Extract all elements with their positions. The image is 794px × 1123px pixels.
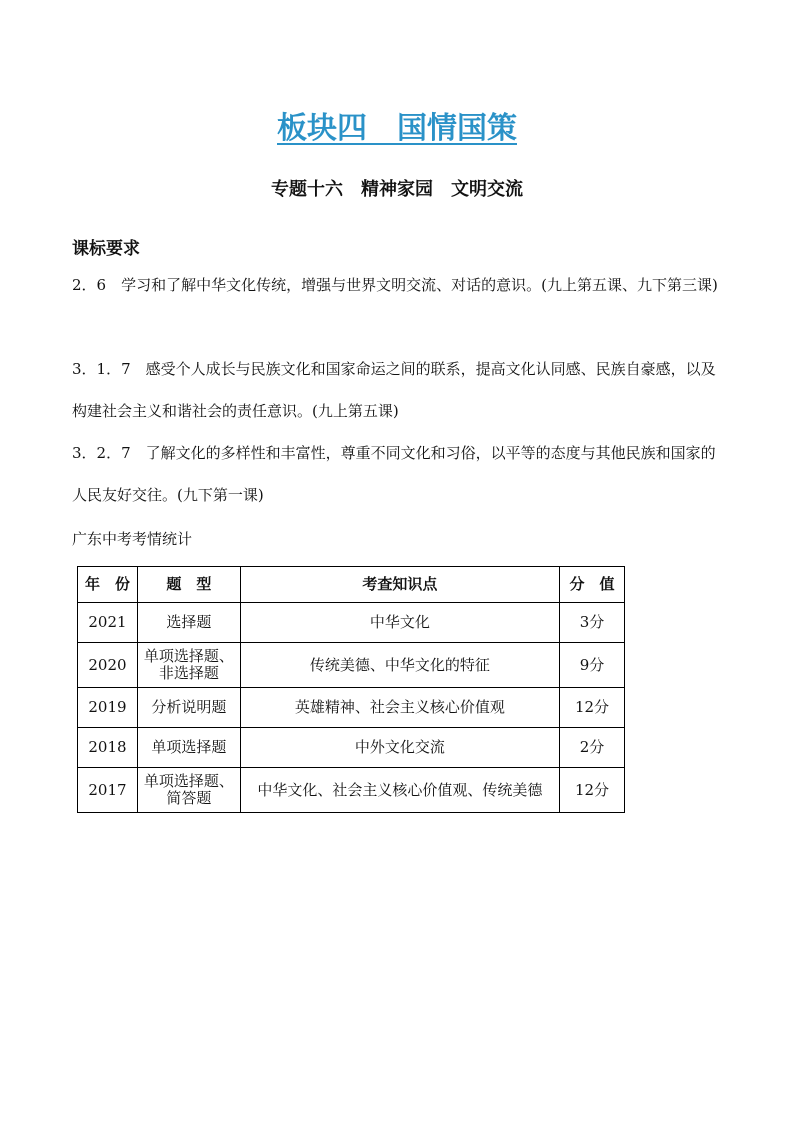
requirement-item: 3．1．7 感受个人成长与民族文化和国家命运之间的联系，提高文化认同感、民族自豪感，以及构建社会主义和谐社会的责任意识。(九上第五课) [72, 360, 716, 420]
cell-type: 选择题 [137, 603, 240, 643]
header-type: 题 型 [137, 567, 240, 603]
table-header-row [78, 567, 625, 603]
requirement-item: 2．6 学习和了解中华文化传统，增强与世界文明交流、对话的意识。(九上第五课、九下第三课) [72, 276, 718, 294]
table-row [78, 728, 625, 768]
table-row [78, 768, 625, 813]
header-score: 分 值 [560, 567, 625, 603]
cell-year: 2020 [78, 643, 138, 688]
cell-knowledge: 中外文化交流 [240, 728, 559, 768]
header-year: 年 份 [78, 567, 138, 603]
cell-year: 2018 [78, 728, 138, 768]
cell-score: 2分 [560, 728, 625, 768]
cell-year: 2017 [78, 768, 138, 813]
cell-type: 单项选择题、简答题 [137, 768, 240, 813]
cell-score: 12分 [560, 688, 625, 728]
header-knowledge: 考查知识点 [240, 567, 559, 603]
exam-stats-table [77, 566, 625, 813]
cell-type: 分析说明题 [137, 688, 240, 728]
table-row [78, 603, 625, 643]
cell-knowledge: 中华文化、社会主义核心价值观、传统美德 [240, 768, 559, 813]
cell-type: 单项选择题、非选择题 [137, 643, 240, 688]
requirement-item: 3．2．7 了解文化的多样性和丰富性，尊重不同文化和习俗，以平等的态度与其他民族和国家的人民友好交往。(九下第一课) [72, 444, 716, 504]
section-heading: 课标要求 [72, 239, 140, 259]
table-row [78, 688, 625, 728]
cell-score: 9分 [560, 643, 625, 688]
cell-type: 单项选择题 [137, 728, 240, 768]
cell-score: 12分 [560, 768, 625, 813]
cell-year: 2019 [78, 688, 138, 728]
cell-score: 3分 [560, 603, 625, 643]
cell-knowledge: 中华文化 [240, 603, 559, 643]
stats-label: 广东中考考情统计 [72, 530, 193, 548]
cell-year: 2021 [78, 603, 138, 643]
cell-knowledge: 传统美德、中华文化的特征 [240, 643, 559, 688]
page-title-text: 板块四 国情国策 [277, 111, 517, 146]
table-row [78, 643, 625, 688]
page-title [0, 103, 794, 155]
topic-subtitle: 专题十六 精神家园 文明交流 [271, 179, 523, 200]
cell-knowledge: 英雄精神、社会主义核心价值观 [240, 688, 559, 728]
